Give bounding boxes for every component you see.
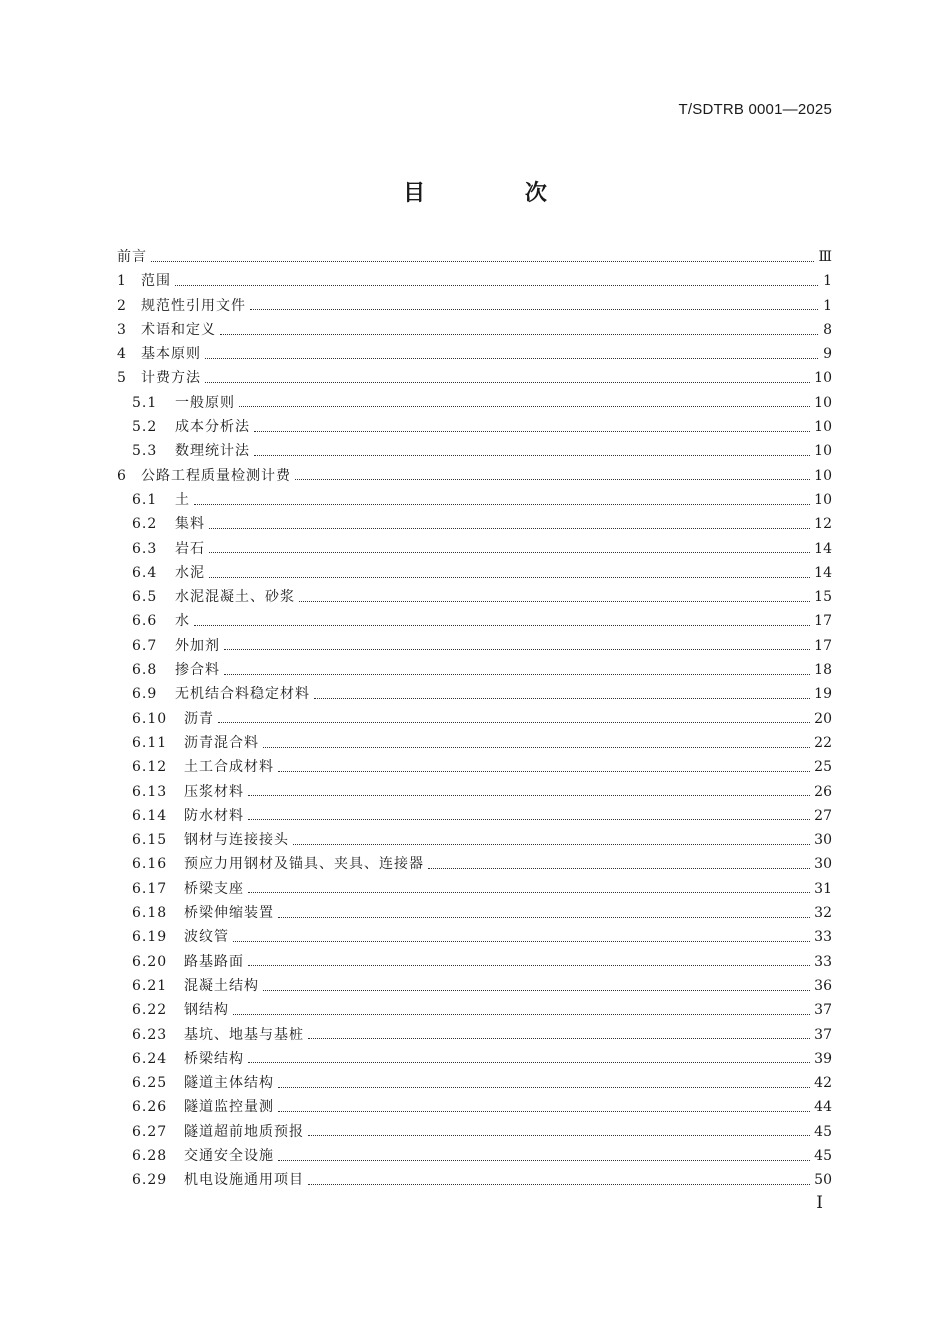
toc-entry-label: 术语和定义 bbox=[141, 321, 216, 338]
toc-entry-label: 沥青 bbox=[184, 710, 214, 727]
toc-leader-dots bbox=[248, 1062, 810, 1063]
toc-entry-label: 掺合料 bbox=[175, 662, 220, 679]
toc-entry[interactable] bbox=[117, 707, 832, 731]
toc-entry-label: 压浆材料 bbox=[184, 783, 244, 800]
toc-entry-page: 36 bbox=[814, 977, 832, 994]
toc-entry-label: 土工合成材料 bbox=[184, 759, 274, 776]
toc-entry[interactable] bbox=[117, 852, 832, 876]
toc-entry-label: 集料 bbox=[175, 516, 205, 533]
toc-entry[interactable] bbox=[117, 731, 832, 755]
toc-entry[interactable] bbox=[117, 1071, 832, 1095]
toc-entry-label: 公路工程质量检测计费 bbox=[141, 467, 291, 484]
toc-entry-number: 6.2 bbox=[132, 516, 158, 533]
toc-entry-label: 一般原则 bbox=[175, 394, 235, 411]
toc-entry-page: 8 bbox=[823, 321, 832, 338]
toc-leader-dots bbox=[224, 649, 810, 650]
toc-entry-label: 无机结合料稳定材料 bbox=[175, 686, 310, 703]
toc-entry[interactable] bbox=[117, 585, 832, 609]
toc-entry-page: 10 bbox=[814, 419, 832, 436]
toc-entry-page: 12 bbox=[814, 516, 832, 533]
toc-entry-number: 6.23 bbox=[132, 1026, 168, 1043]
toc-entry-number: 6.8 bbox=[132, 662, 158, 679]
toc-entry-label: 外加剂 bbox=[175, 637, 220, 654]
toc-entry-number: 6.6 bbox=[132, 613, 158, 630]
toc-leader-dots bbox=[278, 771, 810, 772]
toc-entry-label: 数理统计法 bbox=[175, 443, 250, 460]
toc-entry-number: 6 bbox=[117, 467, 126, 484]
toc-entry-label: 预应力用钢材及锚具、夹具、连接器 bbox=[184, 856, 424, 873]
toc-entry-label: 成本分析法 bbox=[175, 419, 250, 436]
toc-leader-dots bbox=[205, 358, 818, 359]
toc-entry-page: 27 bbox=[814, 807, 832, 824]
toc-entry[interactable] bbox=[117, 342, 832, 366]
toc-entry-page: 9 bbox=[823, 346, 832, 363]
toc-entry-page: 37 bbox=[814, 1026, 832, 1043]
toc-entry-page: 45 bbox=[814, 1123, 832, 1140]
toc-leader-dots bbox=[248, 965, 810, 966]
toc-entry-page: 33 bbox=[814, 929, 832, 946]
toc-entry-number: 4 bbox=[117, 346, 126, 363]
toc-leader-dots bbox=[293, 844, 810, 845]
toc-entry-number: 6.22 bbox=[132, 1002, 168, 1019]
toc-entry-number: 6.27 bbox=[132, 1123, 168, 1140]
toc-entry[interactable] bbox=[117, 1047, 832, 1071]
toc-leader-dots bbox=[299, 601, 810, 602]
toc-entry[interactable] bbox=[117, 366, 832, 390]
toc-entry[interactable] bbox=[117, 609, 832, 633]
toc-entry[interactable] bbox=[117, 488, 832, 512]
toc-entry-number: 6.26 bbox=[132, 1099, 168, 1116]
toc-entry-label: 沥青混合料 bbox=[184, 734, 259, 751]
toc-entry-number: 6.9 bbox=[132, 686, 158, 703]
toc-entry-page: 39 bbox=[814, 1050, 832, 1067]
toc-entry-number: 6.4 bbox=[132, 564, 158, 581]
toc-leader-dots bbox=[194, 625, 810, 626]
toc-entry-page: 14 bbox=[814, 540, 832, 557]
toc-entry-page: 17 bbox=[814, 613, 832, 630]
toc-leader-dots bbox=[209, 552, 810, 553]
toc-entry[interactable] bbox=[117, 561, 832, 585]
toc-entry-label: 混凝土结构 bbox=[184, 977, 259, 994]
toc-leader-dots bbox=[175, 285, 818, 286]
toc-entry-page: 37 bbox=[814, 1002, 832, 1019]
toc-entry[interactable] bbox=[117, 391, 832, 415]
toc-entry-number: 6.21 bbox=[132, 977, 168, 994]
table-of-contents bbox=[117, 245, 832, 1193]
toc-entry[interactable] bbox=[117, 925, 832, 949]
toc-entry-label: 桥梁伸缩装置 bbox=[184, 905, 274, 922]
toc-entry-number: 2 bbox=[117, 297, 126, 314]
toc-leader-dots bbox=[248, 892, 810, 893]
toc-entry[interactable] bbox=[117, 634, 832, 658]
toc-leader-dots bbox=[263, 990, 810, 991]
toc-entry-number: 5.2 bbox=[132, 419, 158, 436]
toc-entry-label: 隧道超前地质预报 bbox=[184, 1123, 304, 1140]
toc-entry-label: 水泥 bbox=[175, 564, 205, 581]
toc-leader-dots bbox=[278, 917, 810, 918]
toc-entry-number: 6.24 bbox=[132, 1050, 168, 1067]
toc-entry-page: 15 bbox=[814, 589, 832, 606]
toc-leader-dots bbox=[428, 868, 810, 869]
toc-entry-page: 10 bbox=[814, 467, 832, 484]
toc-entry[interactable] bbox=[117, 318, 832, 342]
toc-leader-dots bbox=[224, 674, 810, 675]
toc-leader-dots bbox=[248, 795, 810, 796]
toc-entry-page: 30 bbox=[814, 856, 832, 873]
toc-entry-number: 6.18 bbox=[132, 905, 168, 922]
toc-entry[interactable] bbox=[117, 269, 832, 293]
toc-entry-number: 6.25 bbox=[132, 1075, 168, 1092]
toc-entry-page: 50 bbox=[814, 1172, 832, 1189]
toc-leader-dots bbox=[278, 1087, 810, 1088]
toc-leader-dots bbox=[254, 431, 810, 432]
toc-entry-label: 水泥混凝土、砂浆 bbox=[175, 589, 295, 606]
toc-entry-label: 隧道主体结构 bbox=[184, 1075, 274, 1092]
toc-entry-number: 6.17 bbox=[132, 880, 168, 897]
toc-leader-dots bbox=[209, 577, 810, 578]
toc-entry-page: 14 bbox=[814, 564, 832, 581]
toc-entry-number: 6.13 bbox=[132, 783, 168, 800]
toc-entry-number: 6.29 bbox=[132, 1172, 168, 1189]
toc-leader-dots bbox=[250, 309, 818, 310]
toc-leader-dots bbox=[254, 455, 810, 456]
toc-entry-label: 路基路面 bbox=[184, 953, 244, 970]
toc-leader-dots bbox=[239, 406, 810, 407]
toc-entry[interactable] bbox=[117, 998, 832, 1022]
toc-leader-dots bbox=[308, 1135, 810, 1136]
toc-entry-page: 42 bbox=[814, 1075, 832, 1092]
toc-entry[interactable] bbox=[117, 877, 832, 901]
toc-entry[interactable] bbox=[117, 828, 832, 852]
toc-entry-label: 水 bbox=[175, 613, 190, 630]
toc-entry[interactable] bbox=[117, 682, 832, 706]
toc-entry-label: 基本原则 bbox=[141, 346, 201, 363]
toc-entry[interactable] bbox=[117, 439, 832, 463]
toc-entry-label: 钢材与连接接头 bbox=[184, 832, 289, 849]
toc-leader-dots bbox=[278, 1111, 810, 1112]
toc-leader-dots bbox=[194, 504, 810, 505]
toc-entry-page: 10 bbox=[814, 443, 832, 460]
toc-entry[interactable] bbox=[117, 1168, 832, 1192]
toc-entry-page: 25 bbox=[814, 759, 832, 776]
toc-leader-dots bbox=[248, 819, 810, 820]
toc-entry-number: 6.19 bbox=[132, 929, 168, 946]
toc-leader-dots bbox=[295, 479, 810, 480]
toc-entry-label: 桥梁结构 bbox=[184, 1050, 244, 1067]
document-code: T/SDTRB 0001—2025 bbox=[678, 101, 832, 118]
toc-entry-page: 20 bbox=[814, 710, 832, 727]
toc-entry-page: 45 bbox=[814, 1147, 832, 1164]
toc-entry[interactable] bbox=[117, 512, 832, 536]
toc-entry-number: 6.16 bbox=[132, 856, 168, 873]
toc-entry-label: 交通安全设施 bbox=[184, 1147, 274, 1164]
toc-leader-dots bbox=[233, 1014, 810, 1015]
toc-entry-number: 6.20 bbox=[132, 953, 168, 970]
toc-entry-page: 44 bbox=[814, 1099, 832, 1116]
toc-entry-number: 6.3 bbox=[132, 540, 158, 557]
toc-entry-page: 18 bbox=[814, 662, 832, 679]
toc-entry-number: 6.14 bbox=[132, 807, 168, 824]
toc-leader-dots bbox=[233, 941, 810, 942]
toc-entry[interactable] bbox=[117, 537, 832, 561]
toc-entry-page: 31 bbox=[814, 880, 832, 897]
toc-entry-label: 计费方法 bbox=[141, 370, 201, 387]
toc-entry[interactable] bbox=[117, 1120, 832, 1144]
toc-entry-page: 10 bbox=[814, 491, 832, 508]
toc-entry-label: 防水材料 bbox=[184, 807, 244, 824]
toc-entry-page: 33 bbox=[814, 953, 832, 970]
toc-entry-page: 32 bbox=[814, 905, 832, 922]
toc-entry[interactable] bbox=[117, 245, 832, 269]
toc-entry-page: 17 bbox=[814, 637, 832, 654]
toc-leader-dots bbox=[151, 261, 814, 262]
toc-entry-label: 波纹管 bbox=[184, 929, 229, 946]
toc-entry[interactable] bbox=[117, 415, 832, 439]
toc-entry-number: 6.1 bbox=[132, 491, 158, 508]
toc-entry-label: 规范性引用文件 bbox=[141, 297, 246, 314]
toc-entry-number: 5.1 bbox=[132, 394, 158, 411]
toc-entry[interactable] bbox=[117, 974, 832, 998]
toc-entry[interactable] bbox=[117, 464, 832, 488]
toc-entry[interactable] bbox=[117, 755, 832, 779]
toc-entry-number: 6.5 bbox=[132, 589, 158, 606]
toc-entry-label: 隧道监控量测 bbox=[184, 1099, 274, 1116]
toc-entry[interactable] bbox=[117, 1023, 832, 1047]
toc-entry-label: 范围 bbox=[141, 273, 171, 290]
toc-entry-number: 3 bbox=[117, 321, 126, 338]
toc-entry[interactable] bbox=[117, 804, 832, 828]
toc-entry-number: 6.7 bbox=[132, 637, 158, 654]
toc-leader-dots bbox=[278, 1160, 810, 1161]
toc-leader-dots bbox=[308, 1038, 810, 1039]
toc-entry-page: 22 bbox=[814, 734, 832, 751]
toc-entry[interactable] bbox=[117, 658, 832, 682]
toc-entry-page: 10 bbox=[814, 394, 832, 411]
toc-entry-label: 桥梁支座 bbox=[184, 880, 244, 897]
page-number: I bbox=[816, 1193, 823, 1213]
toc-entry-number: 6.10 bbox=[132, 710, 168, 727]
toc-entry-number: 6.12 bbox=[132, 759, 168, 776]
toc-leader-dots bbox=[218, 722, 810, 723]
toc-leader-dots bbox=[314, 698, 810, 699]
toc-leader-dots bbox=[308, 1184, 810, 1185]
toc-entry-page: 1 bbox=[823, 297, 832, 314]
toc-entry-number: 5 bbox=[117, 370, 126, 387]
toc-entry[interactable] bbox=[117, 901, 832, 925]
toc-entry-number: 5.3 bbox=[132, 443, 158, 460]
toc-leader-dots bbox=[263, 747, 810, 748]
toc-entry[interactable] bbox=[117, 950, 832, 974]
toc-entry-number: 1 bbox=[117, 273, 126, 290]
toc-entry-label: 前言 bbox=[117, 249, 147, 265]
toc-entry-label: 机电设施通用项目 bbox=[184, 1172, 304, 1189]
toc-entry-page: Ⅲ bbox=[818, 249, 832, 265]
toc-entry-page: 26 bbox=[814, 783, 832, 800]
toc-entry[interactable] bbox=[117, 1095, 832, 1119]
toc-entry-number: 6.15 bbox=[132, 832, 168, 849]
toc-entry-page: 10 bbox=[814, 370, 832, 387]
toc-entry-number: 6.28 bbox=[132, 1147, 168, 1164]
toc-entry-label: 基坑、地基与基桩 bbox=[184, 1026, 304, 1043]
toc-entry-number: 6.11 bbox=[132, 734, 168, 751]
toc-leader-dots bbox=[220, 334, 818, 335]
toc-entry-page: 19 bbox=[814, 686, 832, 703]
toc-entry[interactable] bbox=[117, 1144, 832, 1168]
toc-entry-label: 钢结构 bbox=[184, 1002, 229, 1019]
toc-entry-label: 土 bbox=[175, 491, 190, 508]
toc-entry[interactable] bbox=[117, 294, 832, 318]
toc-entry[interactable] bbox=[117, 780, 832, 804]
toc-leader-dots bbox=[205, 382, 810, 383]
toc-title: 目 次 bbox=[403, 181, 593, 206]
toc-entry-label: 岩石 bbox=[175, 540, 205, 557]
toc-leader-dots bbox=[209, 528, 810, 529]
toc-entry-page: 1 bbox=[823, 273, 832, 290]
toc-entry-page: 30 bbox=[814, 832, 832, 849]
